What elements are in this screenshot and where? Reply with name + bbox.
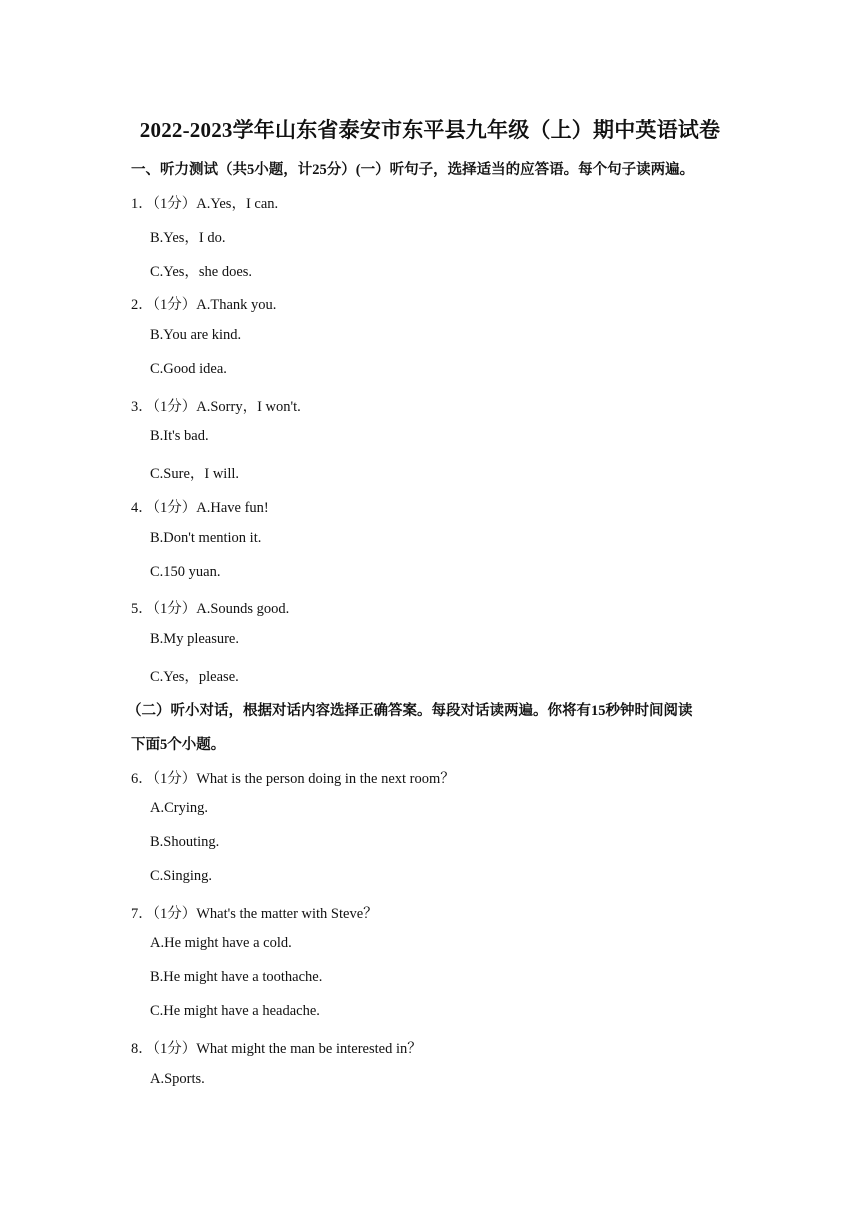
question-1-option-c: C.Yes，she does. [150,264,253,280]
question-7-option-c: C.He might have a headache. [150,1003,320,1019]
question-7-option-a: A.He might have a cold. [150,935,292,951]
question-5-option-c: C.Yes，please. [150,669,239,685]
question-4: 4．（1分）A.Have fun! [131,500,269,516]
question-6: 6．（1分）What is the person doing in the next room？ [131,771,455,787]
question-1: 1．（1分）A.Yes，I can. [131,196,279,212]
question-8: 8．（1分）What might the man be interested in？ [131,1041,422,1057]
section-2-heading-line-2: 下面5个小题。 [131,737,226,753]
question-2-option-b: B.You are kind. [150,327,242,343]
question-5-option-b: B.My pleasure. [150,631,239,647]
question-2-option-c: C.Good idea. [150,361,227,377]
page-title: 2022-2023学年山东省泰安市东平县九年级（上）期中英语试卷 [139,118,721,142]
question-6-option-c: C.Singing. [150,868,213,884]
question-7-option-b: B.He might have a toothache. [150,969,323,985]
question-8-option-a: A.Sports. [150,1071,205,1087]
question-6-option-a: A.Crying. [150,800,208,816]
question-6-option-b: B.Shouting. [150,834,220,850]
question-3-option-c: C.Sure，I will. [150,466,240,482]
section-1-heading: 一、听力测试（共5小题，计25分）(一）听句子，选择适当的应答语。每个句子读两遍。 [131,162,695,178]
question-4-option-b: B.Don't mention it. [150,530,262,546]
question-3-option-b: B.It's bad. [150,428,209,444]
question-5: 5．（1分）A.Sounds good. [131,601,290,617]
question-2: 2．（1分）A.Thank you. [131,297,277,313]
question-4-option-c: C.150 yuan. [150,564,221,580]
question-1-option-b: B.Yes，I do. [150,230,226,246]
question-7: 7．（1分）What's the matter with Steve？ [131,906,378,922]
section-2-heading-line-1: （二）听小对话，根据对话内容选择正确答案。每段对话读两遍。你将有15秒钟时间阅读 [127,703,693,719]
question-3: 3．（1分）A.Sorry，I won't. [131,399,301,415]
